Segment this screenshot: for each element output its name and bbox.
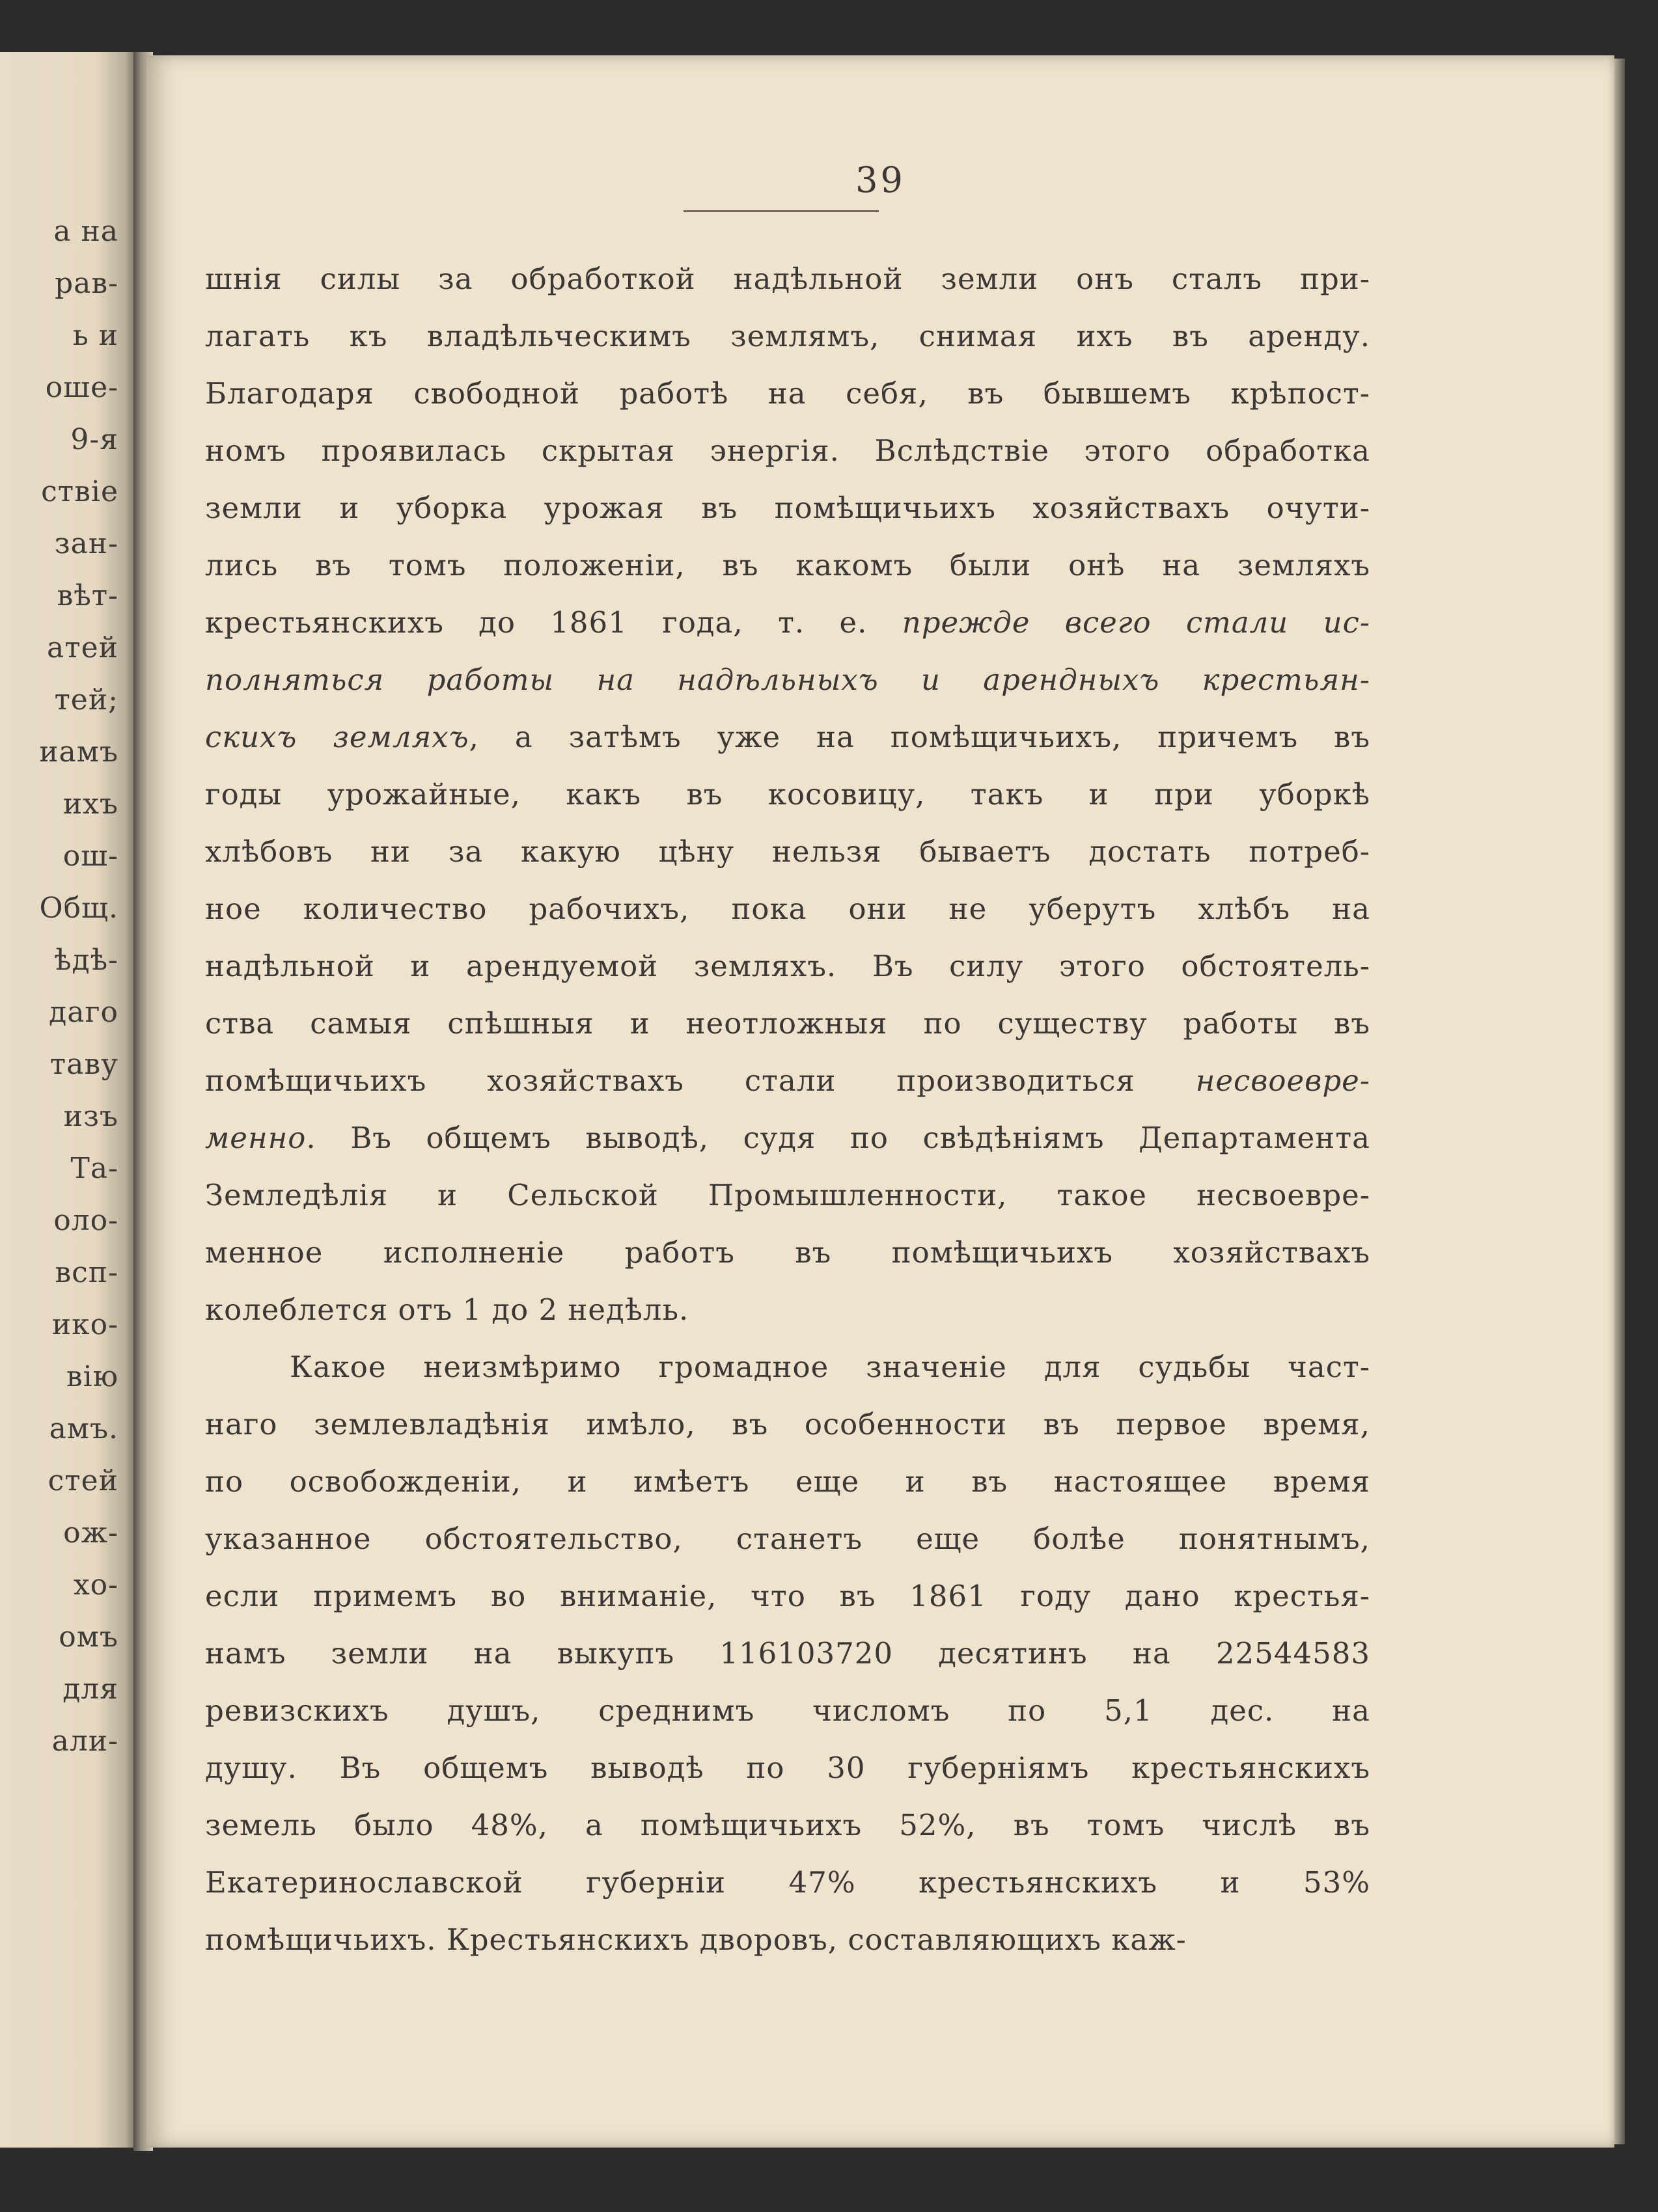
text-line <box>205 1052 1370 1110</box>
left-page-fragment: атей <box>47 631 118 664</box>
text-segment: хлѣбовъ ни за какую цѣну нельзя бываетъ достать потреб- <box>205 834 1370 869</box>
text-line <box>205 995 1370 1052</box>
text-segment: намъ земли на выкупъ 116103720 десятинъ на 22544583 <box>205 1636 1370 1671</box>
left-page-fragment: всп- <box>55 1256 118 1289</box>
left-page-fragment: Та- <box>70 1152 118 1185</box>
page-number: 39 <box>855 159 905 200</box>
text-segment: душу. Въ общемъ выводѣ по 30 губерніямъ крестьянскихъ <box>205 1751 1370 1785</box>
text-segment: менное исполненіе работъ въ помѣщичьихъ хозяйствахъ <box>205 1235 1370 1270</box>
text-segment: крестьянскихъ до 1861 года, т. е. <box>205 605 902 640</box>
left-page-fragment: оло- <box>53 1204 118 1237</box>
left-page-fragment: омъ <box>59 1620 118 1654</box>
left-page-fragment: Общ. <box>39 892 118 925</box>
left-page-fragment: ь и <box>72 319 118 352</box>
text-segment: годы урожайные, какъ въ косовицу, такъ и при уборкѣ <box>205 777 1370 812</box>
text-segment: помѣщичьихъ. Крестьянскихъ дворовъ, составляющихъ каж- <box>205 1922 1187 1957</box>
text-line <box>205 1568 1370 1625</box>
left-page-fragment: ож- <box>63 1516 118 1550</box>
italic-text: прежде всего стали ис- <box>902 605 1370 640</box>
text-line <box>205 1396 1370 1453</box>
text-line <box>205 1740 1370 1797</box>
left-page-fragment: изъ <box>63 1100 118 1133</box>
body-text <box>205 251 1370 1969</box>
text-segment: , а затѣмъ уже на помѣщичьихъ, причемъ въ <box>469 720 1370 754</box>
text-line <box>205 651 1370 709</box>
left-page-fragment: ико- <box>51 1308 118 1341</box>
left-page-fragment: оше- <box>45 371 118 404</box>
text-segment: наго землевладѣнія имѣло, въ особенности въ первое время, <box>205 1407 1370 1441</box>
text-segment: лагать къ владѣльческимъ землямъ, снимая ихъ въ аренду. <box>205 319 1370 353</box>
text-line <box>205 881 1370 938</box>
text-line <box>205 1911 1370 1969</box>
text-line <box>205 1625 1370 1682</box>
page-edge <box>1614 59 1625 2144</box>
left-page-fragment: ствіе <box>41 475 118 508</box>
text-line <box>205 766 1370 823</box>
text-line <box>205 823 1370 881</box>
text-line <box>205 1167 1370 1224</box>
text-line <box>205 1281 1370 1339</box>
italic-text: несвоевре- <box>1195 1063 1370 1098</box>
left-facing-page <box>0 52 137 2148</box>
text-line <box>205 1110 1370 1167</box>
text-line <box>205 1682 1370 1740</box>
text-line <box>205 1339 1370 1396</box>
text-segment: лись въ томъ положеніи, въ какомъ были онѣ на земляхъ <box>205 548 1370 582</box>
italic-text: менно <box>205 1121 307 1155</box>
text-segment: колеблется отъ 1 до 2 недѣль. <box>205 1292 689 1327</box>
left-page-fragment: стей <box>48 1464 118 1497</box>
left-page-fragment: али- <box>51 1725 118 1758</box>
text-segment: ства самыя спѣшныя и неотложныя по существу работы въ <box>205 1006 1370 1041</box>
text-line <box>205 1224 1370 1281</box>
text-line <box>205 537 1370 594</box>
text-segment: помѣщичьихъ хозяйствахъ стали производиться <box>205 1063 1196 1098</box>
left-page-fragment: 9-я <box>70 423 118 456</box>
text-line <box>205 1510 1370 1568</box>
left-page-fragment: таву <box>49 1048 118 1081</box>
text-segment: ное количество рабочихъ, пока они не уберутъ хлѣбъ на <box>205 892 1370 926</box>
text-line <box>205 480 1370 537</box>
left-page-fragment: вѣт- <box>57 579 118 612</box>
left-page-fragment: тей; <box>54 683 118 717</box>
text-line <box>205 251 1370 308</box>
text-line <box>205 1453 1370 1510</box>
left-page-fragment: вію <box>66 1360 118 1393</box>
page-number-rule <box>684 210 879 212</box>
left-page-fragment: ѣдѣ- <box>53 944 118 977</box>
text-line <box>205 365 1370 422</box>
text-segment: Екатеринославской губерніи 47% крестьянскихъ и 53% <box>205 1865 1370 1900</box>
text-segment: Какое неизмѣримо громадное значеніе для судьбы част- <box>290 1350 1370 1384</box>
text-line <box>205 709 1370 766</box>
left-page-fragment: амъ. <box>49 1412 118 1445</box>
text-segment: земли и уборка урожая въ помѣщичьихъ хозяйствахъ очути- <box>205 491 1370 525</box>
text-segment: надѣльной и арендуемой земляхъ. Въ силу этого обстоятель- <box>205 949 1370 983</box>
text-segment: Благодаря свободной работѣ на себя, въ бывшемъ крѣпост- <box>205 376 1370 411</box>
text-segment: . Въ общемъ выводѣ, судя по свѣдѣніямъ Департамента <box>306 1121 1370 1155</box>
text-segment: по освобожденіи, и имѣетъ еще и въ настоящее время <box>205 1464 1370 1499</box>
right-page <box>146 55 1614 2148</box>
text-line <box>205 594 1370 651</box>
left-page-fragment: а на <box>53 215 118 248</box>
left-page-fragment: даго <box>49 996 118 1029</box>
left-page-fragment: хо- <box>73 1568 118 1602</box>
text-segment: указанное обстоятельство, станетъ еще болѣе понятнымъ, <box>205 1522 1370 1556</box>
italic-text: полняться работы на надѣльныхъ и арендныхъ крестьян- <box>205 662 1370 697</box>
text-line <box>205 938 1370 995</box>
left-page-fragment: ош- <box>62 840 118 873</box>
text-line <box>205 422 1370 480</box>
text-segment: если примемъ во вниманіе, что въ 1861 году дано крестья- <box>205 1579 1370 1613</box>
italic-text: скихъ земляхъ <box>205 720 469 754</box>
left-page-fragment: иамъ <box>39 735 118 769</box>
left-page-fragment: рав- <box>54 267 118 300</box>
left-page-fragment: для <box>62 1673 118 1706</box>
text-segment: номъ проявилась скрытая энергія. Вслѣдствіе этого обработка <box>205 433 1370 468</box>
text-line <box>205 308 1370 365</box>
text-segment: земель было 48%, а помѣщичьихъ 52%, въ томъ числѣ въ <box>205 1808 1370 1842</box>
text-line <box>205 1854 1370 1911</box>
text-segment: шнія силы за обработкой надѣльной земли онъ сталъ при- <box>205 262 1370 296</box>
left-page-fragment: ихъ <box>62 787 118 821</box>
text-line <box>205 1797 1370 1854</box>
left-page-fragment: зан- <box>54 527 118 560</box>
text-segment: ревизскихъ душъ, среднимъ числомъ по 5,1 дес. на <box>205 1693 1370 1728</box>
text-segment: Земледѣлія и Сельской Промышленности, такое несвоевре- <box>205 1178 1370 1212</box>
